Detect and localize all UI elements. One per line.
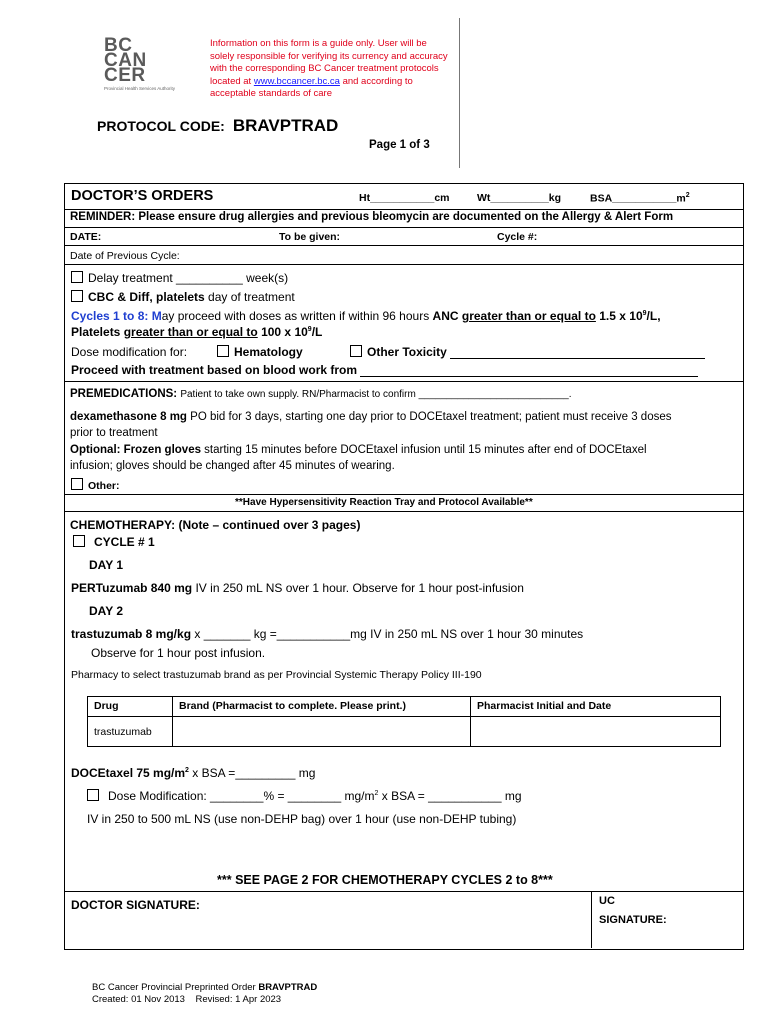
height-field[interactable]: Ht___________cm — [359, 192, 450, 204]
hematology-label: Hematology — [234, 345, 303, 359]
proceed-label: Proceed with treatment based on blood work from — [71, 363, 358, 377]
cbc-bold: CBC & Diff, platelets — [88, 290, 205, 304]
cycles-text: ay proceed with doses as written if within 96 hours — [161, 309, 430, 323]
cycles-label: Cycles 1 to 8: — [71, 309, 149, 323]
signature-divider — [591, 892, 592, 948]
cbc-order — [71, 290, 295, 304]
dexa-text: PO bid for 3 days, starting one day prior to DOCEtaxel treatment; patient must receive 3 doses — [186, 411, 672, 423]
signature-row — [65, 892, 743, 948]
bc-cancer-logo — [104, 35, 176, 92]
footer-title: BC Cancer Provincial Preprinted Order — [92, 982, 256, 993]
date-row — [65, 228, 743, 246]
chemo-title: CHEMOTHERAPY: (Note – continued over 3 pages) — [70, 518, 361, 532]
bsa-field[interactable] — [590, 192, 690, 205]
hypersensitivity-row — [65, 495, 743, 512]
bloodwork-line[interactable] — [360, 364, 698, 377]
trastuzumab-order — [71, 627, 583, 641]
header-brand: Brand (Pharmacist to complete. Please print.) — [173, 697, 471, 717]
cell-drug: trastuzumab — [88, 717, 173, 747]
cell-pharmacist[interactable] — [471, 717, 721, 747]
frozen-gloves-order — [70, 444, 647, 456]
cbc-rest: day of treatment — [204, 290, 295, 304]
other-toxicity-option — [350, 345, 705, 359]
platelets-criteria — [71, 325, 322, 339]
premed-header — [70, 388, 572, 400]
protocol-code-value: BRAVPTRAD — [232, 116, 339, 135]
dexamethasone-order — [70, 411, 671, 423]
premed-title: PREMEDICATIONS: — [70, 388, 178, 400]
weight-field[interactable]: Wt__________kg — [477, 192, 562, 204]
table-header-row — [88, 697, 721, 717]
other-toxicity-checkbox[interactable] — [350, 345, 362, 357]
pert-text: IV in 250 mL NS over 1 hour. Observe for 1 hour post-infusion — [192, 581, 524, 595]
optional-text2: infusion; gloves should be changed after 45 minutes of wearing. — [70, 460, 395, 472]
day1-label: DAY 1 — [89, 558, 124, 572]
trastuzumab-brand-table — [87, 696, 721, 747]
disclaimer — [210, 38, 450, 101]
protocol-code — [97, 116, 338, 136]
see-page-note: *** SEE PAGE 2 FOR CHEMOTHERAPY CYCLES 2 to 8*** — [217, 873, 553, 887]
delay-text: Delay treatment __________ week(s) — [88, 271, 289, 285]
orders-section — [65, 265, 743, 382]
table-row — [88, 717, 721, 747]
previous-cycle-label[interactable]: Date of Previous Cycle: — [70, 250, 180, 262]
footer-line1 — [92, 982, 317, 994]
observe-text: Observe for 1 hour post infusion. — [91, 646, 266, 660]
form-title: DOCTOR’S ORDERS — [71, 188, 214, 204]
other-toxicity-line[interactable] — [450, 346, 705, 359]
dose-mod-sup: 2 — [374, 790, 379, 797]
doce-sup: 2 — [185, 767, 189, 774]
uc-signature-label[interactable]: SIGNATURE: — [599, 914, 667, 926]
footer-created: Created: 01 Nov 2013 — [92, 994, 185, 1005]
to-be-given-label[interactable]: To be given: — [279, 231, 341, 243]
gte-2: greater than or equal to — [123, 325, 258, 339]
doce-bold: DOCEtaxel 75 mg/m — [71, 766, 186, 780]
other-premed-label: Other: — [88, 480, 120, 492]
other-premed-checkbox[interactable] — [71, 478, 83, 490]
logo-tagline: Provincial Health Services Authority — [104, 86, 176, 91]
page-number: Page 1 of 3 — [369, 139, 430, 151]
date-label[interactable]: DATE: — [70, 231, 102, 243]
bsa-label: BSA___________m — [590, 192, 686, 205]
header-divider — [459, 18, 460, 168]
logo-line1: BC — [104, 35, 133, 56]
doce-text: x BSA =_________ mg — [188, 766, 316, 780]
pertuzumab-order — [71, 581, 524, 595]
logo-line2: CAN — [104, 50, 147, 71]
header-drug: Drug — [88, 697, 173, 717]
dexa-text2: prior to treatment — [70, 427, 158, 439]
logo-line3: CER — [104, 65, 146, 86]
orders-header-row — [65, 184, 743, 210]
platelets-unit: /L — [311, 325, 323, 339]
tras-text: x _______ kg =___________mg IV in 250 mL NS over 1 hour 30 minutes — [191, 627, 584, 641]
cbc-checkbox[interactable] — [71, 290, 83, 302]
platelets-value: 100 x 10 — [261, 325, 308, 339]
reminder-text: REMINDER: Please ensure drug allergies and previous bleomycin are documented on the Allergy & Alert Form — [70, 211, 674, 223]
footer — [92, 982, 317, 1006]
pert-bold: PERTuzumab 840 mg — [71, 581, 193, 595]
docetaxel-dose-modification — [87, 789, 522, 803]
platelets-label: Platelets — [71, 325, 121, 339]
pharmacy-note: Pharmacy to select trastuzumab brand as per Provincial Systemic Therapy Policy III-190 — [71, 669, 482, 681]
day2-label: DAY 2 — [89, 604, 124, 618]
optional-bold: Optional: Frozen gloves — [70, 444, 201, 456]
disclaimer-text2: and according to acceptable standards of care — [210, 75, 413, 99]
hematology-checkbox[interactable] — [217, 345, 229, 357]
disclaimer-text: Information on this form is a guide only. User will be solely responsible for verifying its currency and accuracy with the corresponding BC Cancer treatment protocols located at — [210, 38, 448, 87]
doctors-orders-form — [64, 183, 744, 950]
cycle1-label: CYCLE # 1 — [94, 535, 155, 549]
hypersensitivity-text: **Have Hypersensitivity Reaction Tray and Protocol Available** — [235, 497, 533, 508]
tras-bold: trastuzumab 8 mg/kg — [71, 627, 192, 641]
dose-mod-checkbox[interactable] — [87, 789, 99, 801]
proceed-bloodwork — [71, 363, 698, 377]
uc-label[interactable]: UC — [599, 895, 615, 907]
anc-label: ANC — [432, 309, 459, 323]
anc-unit: /L, — [646, 309, 661, 323]
delay-treatment — [71, 271, 288, 285]
gte-1: greater than or equal to — [461, 309, 596, 323]
footer-revised: Revised: 1 Apr 2023 — [195, 994, 282, 1005]
bsa-sup: 2 — [685, 192, 690, 199]
cycles-criteria — [71, 309, 661, 323]
protocol-label: PROTOCOL CODE: — [97, 118, 225, 134]
anc-exp: 9 — [642, 310, 647, 317]
cycles-m: M — [151, 309, 162, 323]
bccancer-link[interactable]: www.bccancer.bc.ca — [253, 75, 340, 87]
chemotherapy-section — [65, 512, 743, 892]
dose-modification-label: Dose modification for: — [71, 345, 188, 359]
delay-checkbox[interactable] — [71, 271, 83, 283]
dose-mod-text: Dose Modification: ________% = ________ mg/m — [108, 789, 375, 803]
reminder-row — [65, 210, 743, 228]
doctor-signature-label[interactable]: DOCTOR SIGNATURE: — [71, 898, 200, 912]
hematology-option — [217, 345, 303, 359]
premed-text: Patient to take own supply. RN/Pharmacist to confirm ___________________________. — [180, 389, 572, 400]
footer-line2 — [92, 994, 317, 1006]
previous-cycle-row — [65, 246, 743, 265]
optional-text: starting 15 minutes before DOCEtaxel infusion until 15 minutes after end of DOCEtaxel — [200, 444, 647, 456]
dose-mod-text2: x BSA = ___________ mg — [378, 789, 522, 803]
dexa-bold: dexamethasone 8 mg — [70, 411, 187, 423]
other-premed — [71, 478, 120, 492]
footer-code: BRAVPTRAD — [258, 982, 318, 993]
header-pharmacist: Pharmacist Initial and Date — [471, 697, 721, 717]
cycle-label[interactable]: Cycle #: — [497, 231, 538, 243]
cycle1-option — [73, 535, 155, 549]
anc-value: 1.5 x 10 — [599, 309, 643, 323]
cell-brand[interactable] — [173, 717, 471, 747]
premedications-section — [65, 382, 743, 495]
iv-instructions: IV in 250 to 500 mL NS (use non-DEHP bag) over 1 hour (use non-DEHP tubing) — [87, 812, 517, 826]
platelets-exp: 9 — [307, 326, 312, 333]
other-toxicity-label: Other Toxicity — [367, 345, 447, 359]
docetaxel-order — [71, 766, 315, 780]
cycle1-checkbox[interactable] — [73, 535, 85, 547]
